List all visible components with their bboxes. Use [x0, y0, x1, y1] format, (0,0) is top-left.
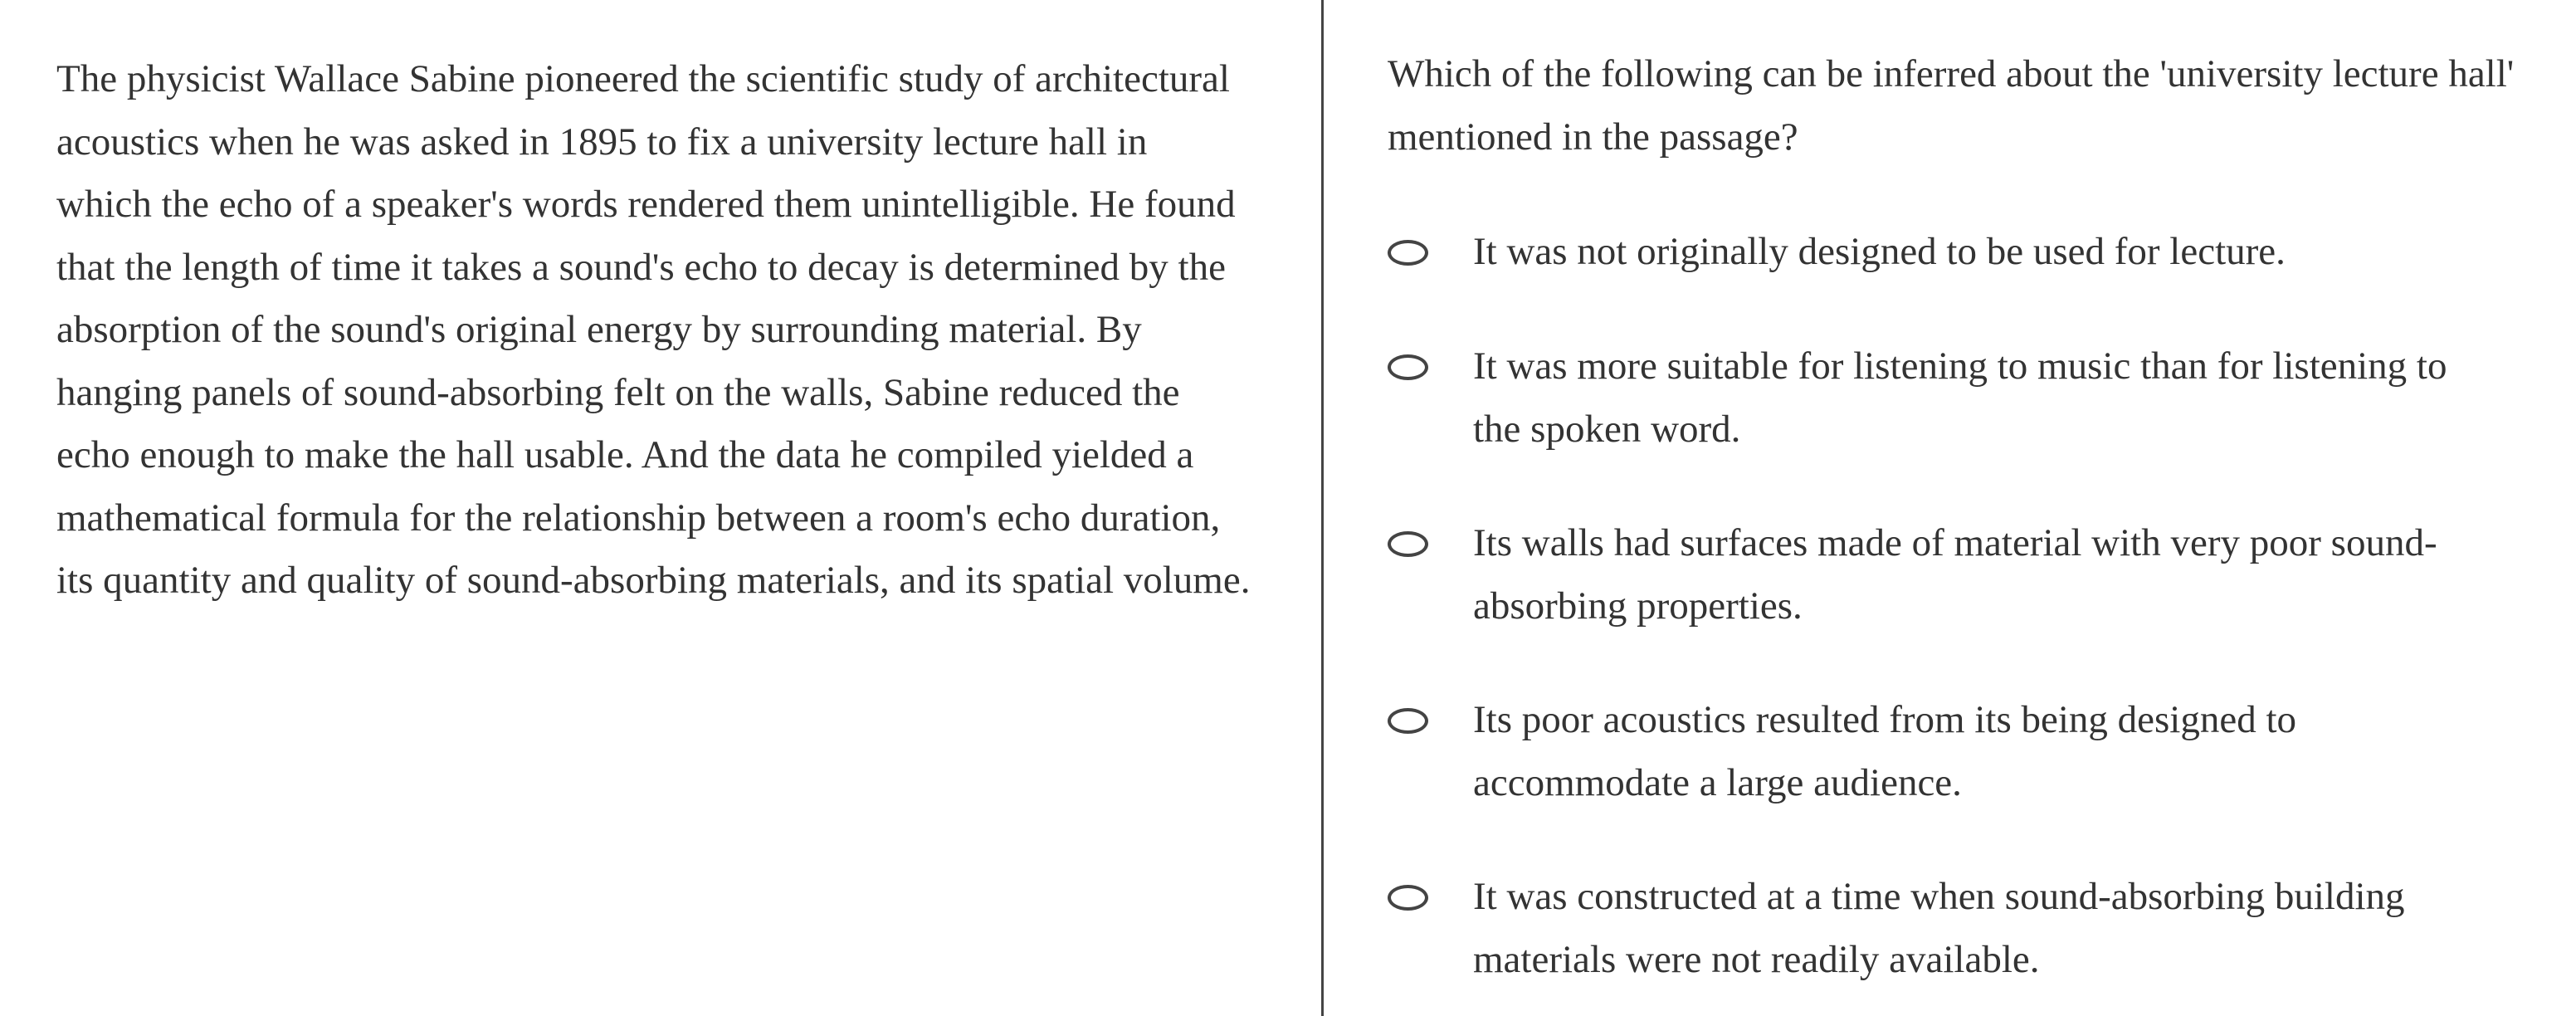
answer-choice-label: Its poor acoustics resulted from its being designed to accommodate a large audience.	[1473, 698, 2297, 804]
answer-choice-label: It was constructed at a time when sound-absorbing building materials were not readily available.	[1473, 875, 2405, 981]
answer-choice-label: It was more suitable for listening to music than for listening to the spoken word.	[1473, 344, 2447, 451]
answer-choice-label: Its walls had surfaces made of material with very poor sound-absorbing properties.	[1473, 521, 2437, 628]
radio-button-3[interactable]	[1388, 531, 1428, 557]
passage-text: The physicist Wallace Sabine pioneered the scientific study of architectural acoustics when he was asked in 1895 to fix a university lecture hall in which the echo of a speaker's words rendered them unintelligible. He found that the length of time it takes a sound's echo to decay is determined by the absorption of the sound's original energy by surrounding material. By hanging panels of sound-absorbing felt on the walls, Sabine reduced the echo enough to make the hall usable. And the data he compiled yielded a mathematical formula for the relationship between a room's echo duration, its quantity and quality of sound-absorbing materials, and its spatial volume.	[56, 57, 1251, 602]
radio-button-1[interactable]	[1388, 240, 1428, 266]
radio-button-5[interactable]	[1388, 885, 1428, 911]
radio-button-2[interactable]	[1388, 354, 1428, 380]
question-pane	[1324, 0, 2576, 1016]
question-stem: Which of the following can be inferred about the 'university lecture hall' mentioned in the passage?	[1388, 52, 2515, 159]
answer-choice-label: It was not originally designed to be used for lecture.	[1473, 230, 2286, 273]
radio-button-4[interactable]	[1388, 708, 1428, 734]
